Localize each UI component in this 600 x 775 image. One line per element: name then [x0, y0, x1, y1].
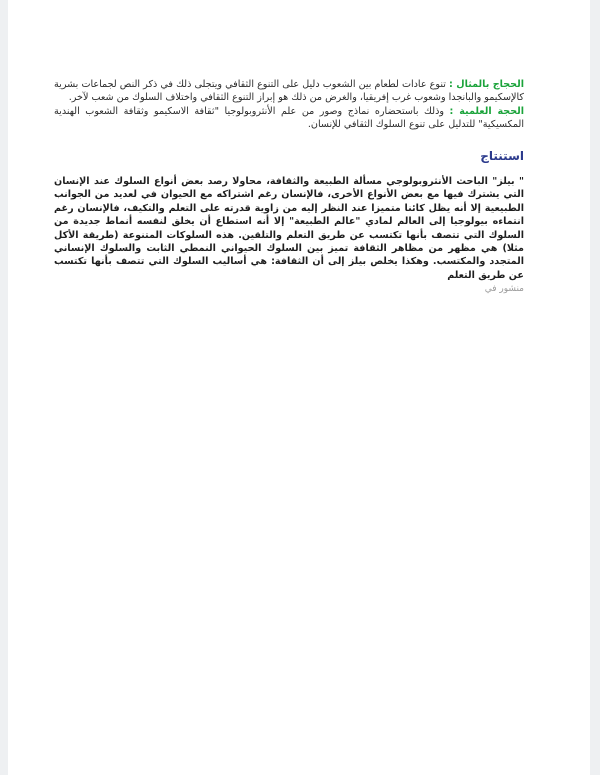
- scientific-argument-label: الحجة العلمية :: [449, 105, 524, 117]
- example-argument-text: تنوع عادات لطعام بين الشعوب دليل على التنوع الثقافي ويتجلى ذلك في ذكر النص لجماعات بشرية كالإسكيمو والبانجدا وشعوب غرب إفريقيا، والغرض من ذلك هو إبراز التنوع الثقافي واختلاف السلوك من شعب لآخر.: [54, 79, 524, 104]
- scientific-argument-text: وذلك باستحضاره نماذج وصور من علم الأنثروبولوجيا "ثقافة الاسكيمو وثقافة الشعوب الهندية المكسيكية" للتدليل على تنوع السلوك الثقافي للإنسان.: [54, 105, 524, 131]
- argument-paragraph: [54, 78, 524, 132]
- document-page: [8, 0, 590, 775]
- conclusion-paragraph: " بيلز" الباحث الأنثروبولوجي مسألة الطبيعة والثقافة، محاولا رصد بعض أنواع السلوك عند الإنسان التي يشترك فيها مع بعض الأنواع الأخرى، فالإنسان رغم اشتراكه مع الحيوان في لعديد من الجوانب الطبيعية إلا أنه يظل كائنا متميزا عند النظر إليه من زاوية قدرته على التعلم والتكيف، فالإنسان رغم انتماءه بيولوجيا إلى العالم لمادي "عالم الطبيعة" إلا أنه استطاع أن يخلق لنفسه أنماط جديدة من السلوك التي تتصف بأنها تكتسب عن طريق التعلم والتلقين. هذه السلوكات المتنوعة (طريقة الأكل مثلا) هي مظهر من مظاهر الثقافة تميز بين السلوك الحيواني النمطي الثابت والسلوك الإنساني المتجدد والمكتسب. وهكذا يخلص بيلز إلى أن الثقافة: هي أساليب السلوك التي تتصف بأنها تكتسب عن طريق التعلم: [54, 176, 524, 281]
- source-caption: منشور في: [484, 284, 524, 295]
- conclusion-heading: استنتاج: [480, 148, 524, 163]
- example-argument-label: الحجاج بالمثال :: [449, 79, 524, 90]
- document-body: [54, 78, 524, 297]
